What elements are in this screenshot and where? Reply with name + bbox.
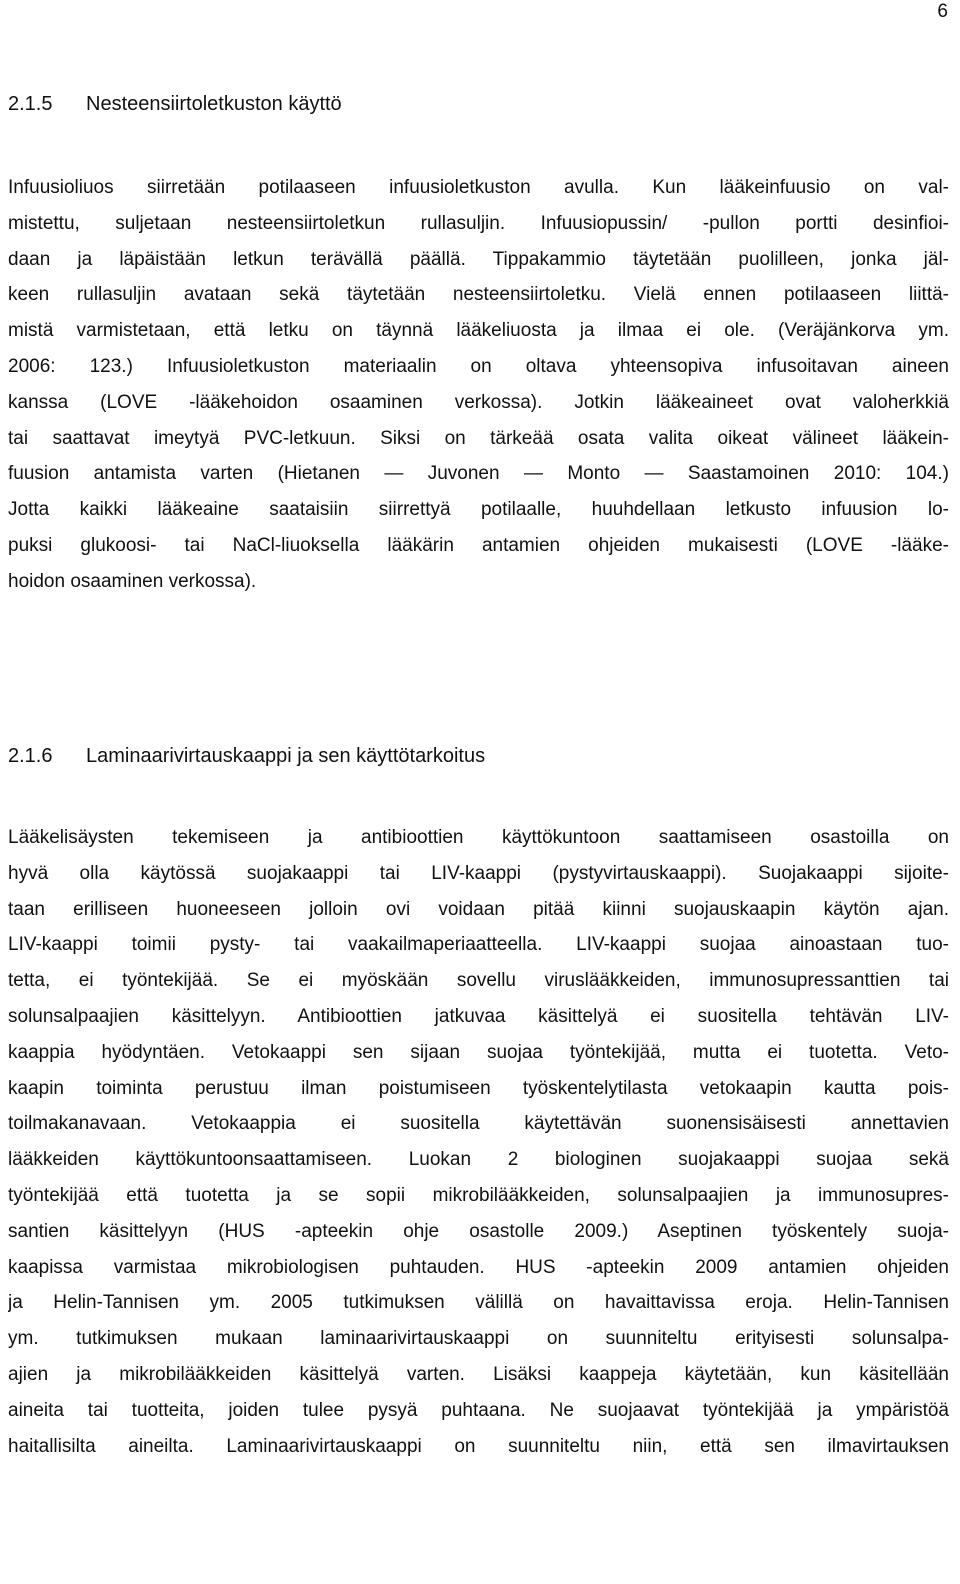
section-2-1-5 [8,90,949,600]
section-heading [8,742,949,770]
text-line: Lääkelisäysten tekemiseen ja antibioottien käyttökuntoon saattamiseen osastoilla on [8,827,949,848]
text-line: lääkkeiden käyttökuntoonsaattamiseen. Luokan 2 biologinen suojakaappi suojaa sekä [8,1149,949,1171]
text-line: santien käsittelyyn (HUS -apteekin ohje osastolle 2009.) Aseptinen työskentely suoja- [8,1220,949,1242]
paragraph [8,820,949,1464]
text-line: Infuusioliuos siirretään potilaaseen infuusioletkuston avulla. Kun lääkeinfuusio on val- [8,177,949,198]
text-line: ja Helin-Tannisen ym. 2005 tutkimuksen välillä on havaittavissa eroja. Helin-Tannisen [8,1292,949,1314]
text-line: fuusion antamista varten (Hietanen — Juvonen — Monto — Saastamoinen 2010: 104.) [8,463,949,485]
text-line: solunsalpaajien käsittelyyn. Antibioottien jatkuvaa käsittelyä ei suositella tehtävän LIV- [8,1005,949,1027]
text-line: kanssa (LOVE -lääkehoidon osaaminen verkossa). Jotkin lääkeaineet ovat valoherkkiä [8,391,949,413]
text-line: tai saattavat imeytyä PVC-letkuun. Siksi on tärkeää osata valita oikeat välineet lääkein- [8,427,949,449]
section-heading [8,90,949,118]
text-line: työntekijää että tuotetta ja se sopii mikrobilääkkeiden, solunsalpaajien ja immunosupres- [8,1184,949,1206]
text-line: tetta, ei työntekijää. Se ei myöskään sovellu viruslääkkeiden, immunosupressanttien tai [8,970,949,992]
text-line: hoidon osaaminen verkossa). [8,570,257,592]
text-line: daan ja läpäistään letkun terävällä päällä. Tippakammio täytetään puolilleen, jonka jäl- [8,248,949,270]
text-line: kaapin toiminta perustuu ilman poistumiseen työskentelytilasta vetokaapin kautta pois- [8,1077,949,1099]
section-2-1-6 [8,742,949,1464]
text-line: toilmakanavaan. Vetokaappia ei suositella käytettävän suonensisäisesti annettavien [8,1113,949,1135]
page-number: 6 [937,1,948,22]
text-line: LIV-kaappi toimii pysty- tai vaakailmaperiaatteella. LIV-kaappi suojaa ainoastaan tuo- [8,934,949,956]
text-line: keen rullasuljin avataan sekä täytetään nesteensiirtoletku. Vielä ennen potilaaseen liittä- [8,284,949,306]
text-line: ajien ja mikrobilääkkeiden käsittelyä varten. Lisäksi kaappeja käytetään, kun käsitellään [8,1363,949,1385]
text-line: mistä varmistetaan, että letku on täynnä lääkeliuosta ja ilmaa ei ole. (Veräjänkorva ym. [8,320,949,342]
text-line: hyvä olla käytössä suojakaappi tai LIV-kaappi (pystyvirtauskaappi). Suojakaappi sijoite- [8,862,949,884]
section-title: Laminaarivirtauskaappi ja sen käyttötarkoitus [86,745,486,767]
paragraph [8,170,949,600]
section-number: 2.1.6 [8,745,53,767]
text-line: haitallisilta aineilta. Laminaarivirtauskaappi on suunniteltu niin, että sen ilmavirtauksen [8,1435,949,1457]
text-line: kaappia hyödyntäen. Vetokaappi sen sijaan suojaa työntekijää, mutta ei tuotetta. Veto- [8,1041,949,1063]
text-line: taan erilliseen huoneeseen jolloin ovi voidaan pitää kiinni suojauskaapin käytön ajan. [8,898,949,920]
text-line: 2006: 123.) Infuusioletkuston materiaalin on oltava yhteensopiva infusoitavan aineen [8,355,949,377]
text-line: Jotta kaikki lääkeaine saataisiin siirrettyä potilaalle, huuhdellaan letkusto infuusion lo- [8,499,949,521]
section-number: 2.1.5 [8,93,53,115]
text-line: kaapissa varmistaa mikrobiologisen puhtauden. HUS -apteekin 2009 antamien ohjeiden [8,1256,949,1278]
text-line: ym. tutkimuksen mukaan laminaarivirtauskaappi on suunniteltu erityisesti solunsalpa- [8,1328,949,1350]
text-line: mistettu, suljetaan nesteensiirtoletkun rullasuljin. Infuusiopussin/ -pullon portti desinfioi- [8,212,949,234]
section-title: Nesteensiirtoletkuston käyttö [86,93,342,115]
text-line: aineita tai tuotteita, joiden tulee pysyä puhtaana. Ne suojaavat työntekijää ja ympäristöä [8,1399,949,1421]
text-line: puksi glukoosi- tai NaCl-liuoksella lääkärin antamien ohjeiden mukaisesti (LOVE -lääke- [8,534,949,556]
